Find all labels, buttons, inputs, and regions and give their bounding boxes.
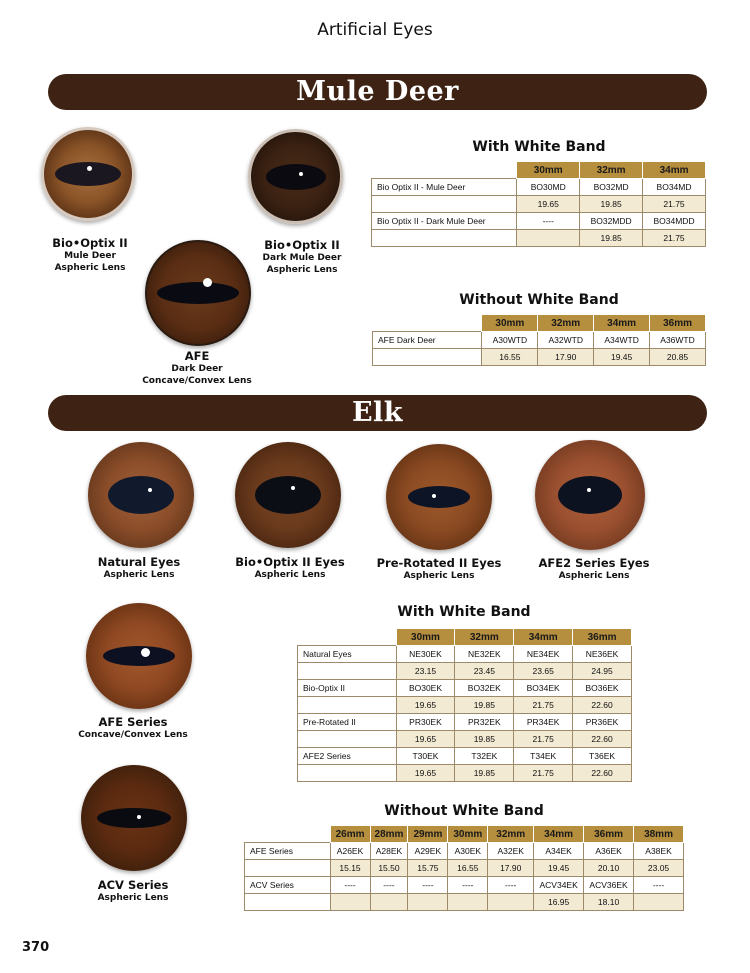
elk-with-band-title: With White Band [397,604,531,620]
afe-dark-deer-caption: AFE Dark Deer Concave/Convex Lens [142,349,252,386]
elk-afe2-caption: AFE2 Series Eyes Aspheric Lens [538,556,650,581]
mule-deer-with-band-title: With White Band [472,139,606,155]
table-row: 19.65 19.85 21.75 22.60 [298,697,632,714]
table-row: 19.65 19.85 21.75 22.60 [298,731,632,748]
table-row: 19.65 19.85 21.75 22.60 [298,765,632,782]
mule-deer-without-band-title: Without White Band [459,292,619,308]
elk-afe-series-caption: AFE Series Concave/Convex Lens [78,715,188,740]
table-header-row: 30mm 32mm 34mm 36mm [373,315,706,332]
table-row: 16.55 17.90 19.45 20.85 [373,349,706,366]
table-row: 15.15 15.50 15.75 16.55 17.90 19.45 20.10 23.05 [245,860,684,877]
elk-natural-eye-image [88,442,194,548]
table-row: Bio-Optix II BO30EK BO32EK BO34EK BO36EK [298,680,632,697]
table-row: AFE2 Series T30EK T32EK T34EK T36EK [298,748,632,765]
elk-prerotated-eye-image [386,444,492,550]
elk-biooptix-caption: Bio•Optix II Eyes Aspheric Lens [235,555,345,580]
elk-acv-series-eye-image [81,765,187,871]
table-row: AFE Series A26EK A28EK A29EK A30EK A32EK A34EK A36EK A38EK [245,843,684,860]
table-row: 19.65 19.85 21.75 [372,196,706,213]
mule-deer-banner: Mule Deer [48,74,707,110]
table-row: Bio Optix II - Mule Deer BO30MD BO32MD BO34MD [372,179,706,196]
elk-with-band-table [297,628,632,782]
elk-natural-caption: Natural Eyes Aspheric Lens [97,555,181,580]
elk-afe-series-eye-image [86,603,192,709]
elk-prerotated-caption: Pre-Rotated II Eyes Aspheric Lens [376,556,502,581]
mule-deer-dark-biooptix-caption: Bio•Optix II Dark Mule Deer Aspheric Lens [262,238,342,275]
table-header-row: 30mm 32mm 34mm 36mm [298,629,632,646]
table-row: 23.15 23.45 23.65 24.95 [298,663,632,680]
table-row: 16.95 18.10 [245,894,684,911]
mule-deer-biooptix-eye-image [41,127,135,221]
table-row: Bio Optix II - Dark Mule Deer ---- BO32MDD BO34MDD [372,213,706,230]
mule-deer-biooptix-caption: Bio•Optix II Mule Deer Aspheric Lens [52,236,128,273]
table-header-row: 30mm 32mm 34mm [372,162,706,179]
elk-without-band-table [244,825,684,911]
table-row: Natural Eyes NE30EK NE32EK NE34EK NE36EK [298,646,632,663]
mule-deer-dark-biooptix-eye-image [248,129,343,224]
elk-acv-series-caption: ACV Series Aspheric Lens [97,878,169,903]
elk-biooptix-eye-image [235,442,341,548]
table-row: Pre-Rotated II PR30EK PR32EK PR34EK PR36EK [298,714,632,731]
elk-afe2-eye-image [535,440,645,550]
elk-banner: Elk [48,395,707,431]
afe-dark-deer-eye-image [145,240,251,346]
mule-deer-with-band-table [371,161,706,247]
table-row: ACV Series ---- ---- ---- ---- ---- ACV34EK ACV36EK ---- [245,877,684,894]
table-row: AFE Dark Deer A30WTD A32WTD A34WTD A36WTD [373,332,706,349]
table-header-row: 26mm 28mm 29mm 30mm 32mm 34mm 36mm 38mm [245,826,684,843]
page-title: Artificial Eyes [317,20,433,40]
mule-deer-without-band-table [372,314,706,366]
elk-without-band-title: Without White Band [384,803,544,819]
page-number: 370 [22,940,50,955]
table-row: 19.85 21.75 [372,230,706,247]
